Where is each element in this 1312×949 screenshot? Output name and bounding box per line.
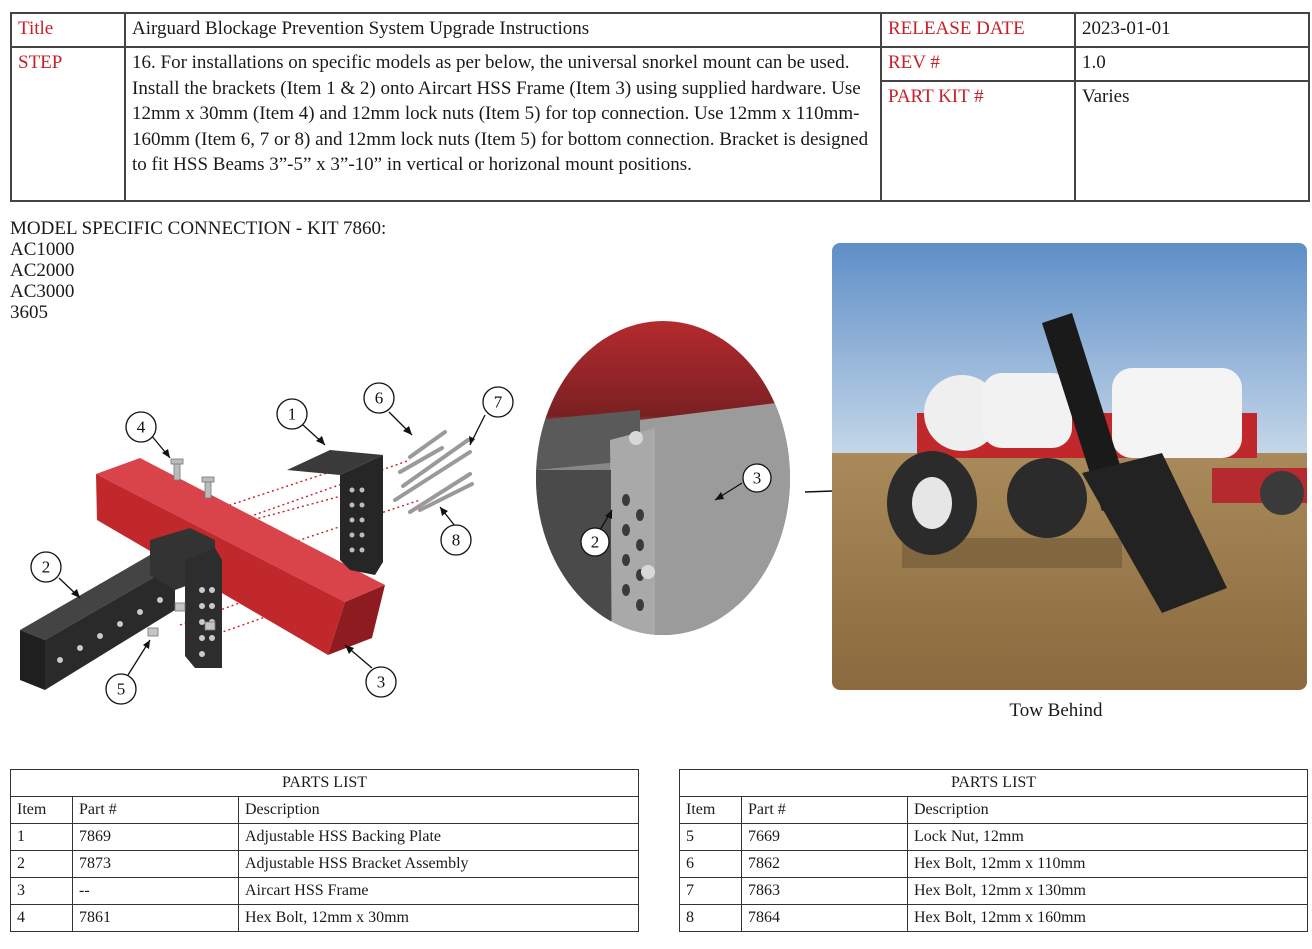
item-cell: 1 [11, 824, 73, 851]
tow-behind-photo-image [832, 243, 1307, 690]
item-cell: 2 [11, 851, 73, 878]
photo-caption: Tow Behind [1009, 700, 1103, 721]
rev-label: REV # [881, 47, 1075, 81]
part-cell: 7864 [742, 905, 908, 932]
description-cell: Hex Bolt, 12mm x 30mm [239, 905, 639, 932]
part-cell: 7873 [73, 851, 239, 878]
description-cell: Lock Nut, 12mm [908, 824, 1308, 851]
header-table [10, 12, 1310, 202]
part-kit-value: Varies [1075, 81, 1309, 201]
part-cell: 7862 [742, 851, 908, 878]
description-cell: Hex Bolt, 12mm x 110mm [908, 851, 1308, 878]
parts-list-title: PARTS LIST [680, 770, 1308, 797]
callout-label-5: 5 [116, 679, 126, 699]
item-cell: 4 [11, 905, 73, 932]
release-date-value: 2023-01-01 [1075, 13, 1309, 47]
callout-label-6: 6 [374, 388, 384, 408]
column-header-description: Description [908, 797, 1308, 824]
title-label: Title [11, 13, 125, 47]
table-row [680, 851, 1308, 878]
callout-label-1: 1 [287, 404, 297, 424]
table-row [11, 851, 639, 878]
parts-list-title: PARTS LIST [11, 770, 639, 797]
step-text: 16. For installations on specific models as per below, the universal snorkel mount can be used. Install the brackets (Item 1 & 2) onto Aircart HSS Frame (Item 3) using supplied hardware. Use 12mm x 30mm (Item 4) and 12mm lock nuts (Item 5) for top connection. Use 12mm x 110mm-160mm (Item 6, 7 or 8) and 12mm lock nuts (Item 5) for bottom connection. Bracket is designed to fit HSS Beams 3”-5” x 3”-10” in vertical or horizonal mount positions. [125, 47, 881, 201]
callout-label-8: 8 [451, 530, 461, 550]
tow-behind-photo [832, 243, 1307, 690]
model-item: AC3000 [10, 281, 75, 302]
model-item: AC2000 [10, 260, 75, 281]
detail-callout-label-2: 2 [590, 532, 600, 552]
item-cell: 5 [680, 824, 742, 851]
part-cell: 7869 [73, 824, 239, 851]
callout-label-3: 3 [376, 672, 386, 692]
table-row [11, 878, 639, 905]
callout-label-7: 7 [493, 392, 503, 412]
long-bolts [395, 432, 472, 512]
part-cell: 7863 [742, 878, 908, 905]
column-header-part: Part # [73, 797, 239, 824]
release-date-label: RELEASE DATE [881, 13, 1075, 47]
model-list [10, 218, 386, 323]
description-cell: Adjustable HSS Bracket Assembly [239, 851, 639, 878]
part-cell: -- [73, 878, 239, 905]
column-header-description: Description [239, 797, 639, 824]
column-header-item: Item [11, 797, 73, 824]
table-row [680, 878, 1308, 905]
item-cell: 7 [680, 878, 742, 905]
description-cell: Adjustable HSS Backing Plate [239, 824, 639, 851]
table-row [680, 824, 1308, 851]
table-row [11, 905, 639, 932]
model-item: AC1000 [10, 239, 75, 260]
model-item: 3605 [10, 302, 48, 323]
item-cell: 3 [11, 878, 73, 905]
column-header-part: Part # [742, 797, 908, 824]
parts-list-left [10, 769, 639, 932]
rev-value: 1.0 [1075, 47, 1309, 81]
item-cell: 8 [680, 905, 742, 932]
description-cell: Aircart HSS Frame [239, 878, 639, 905]
title-value: Airguard Blockage Prevention System Upgrade Instructions [125, 13, 881, 47]
description-cell: Hex Bolt, 12mm x 160mm [908, 905, 1308, 932]
model-heading: MODEL SPECIFIC CONNECTION - KIT 7860: [10, 218, 387, 239]
exploded-assembly-diagram [0, 330, 530, 710]
step-label: STEP [11, 47, 125, 201]
item-cell: 6 [680, 851, 742, 878]
description-cell: Hex Bolt, 12mm x 130mm [908, 878, 1308, 905]
detail-callout-label-3: 3 [752, 468, 762, 488]
table-row [680, 905, 1308, 932]
parts-list-right [679, 769, 1308, 932]
callout-label-2: 2 [41, 557, 51, 577]
column-header-item: Item [680, 797, 742, 824]
part-kit-label: PART KIT # [881, 81, 1075, 201]
table-row [11, 824, 639, 851]
installed-detail-photo [536, 320, 836, 640]
part-cell: 7669 [742, 824, 908, 851]
part-cell: 7861 [73, 905, 239, 932]
callout-label-4: 4 [136, 417, 146, 437]
